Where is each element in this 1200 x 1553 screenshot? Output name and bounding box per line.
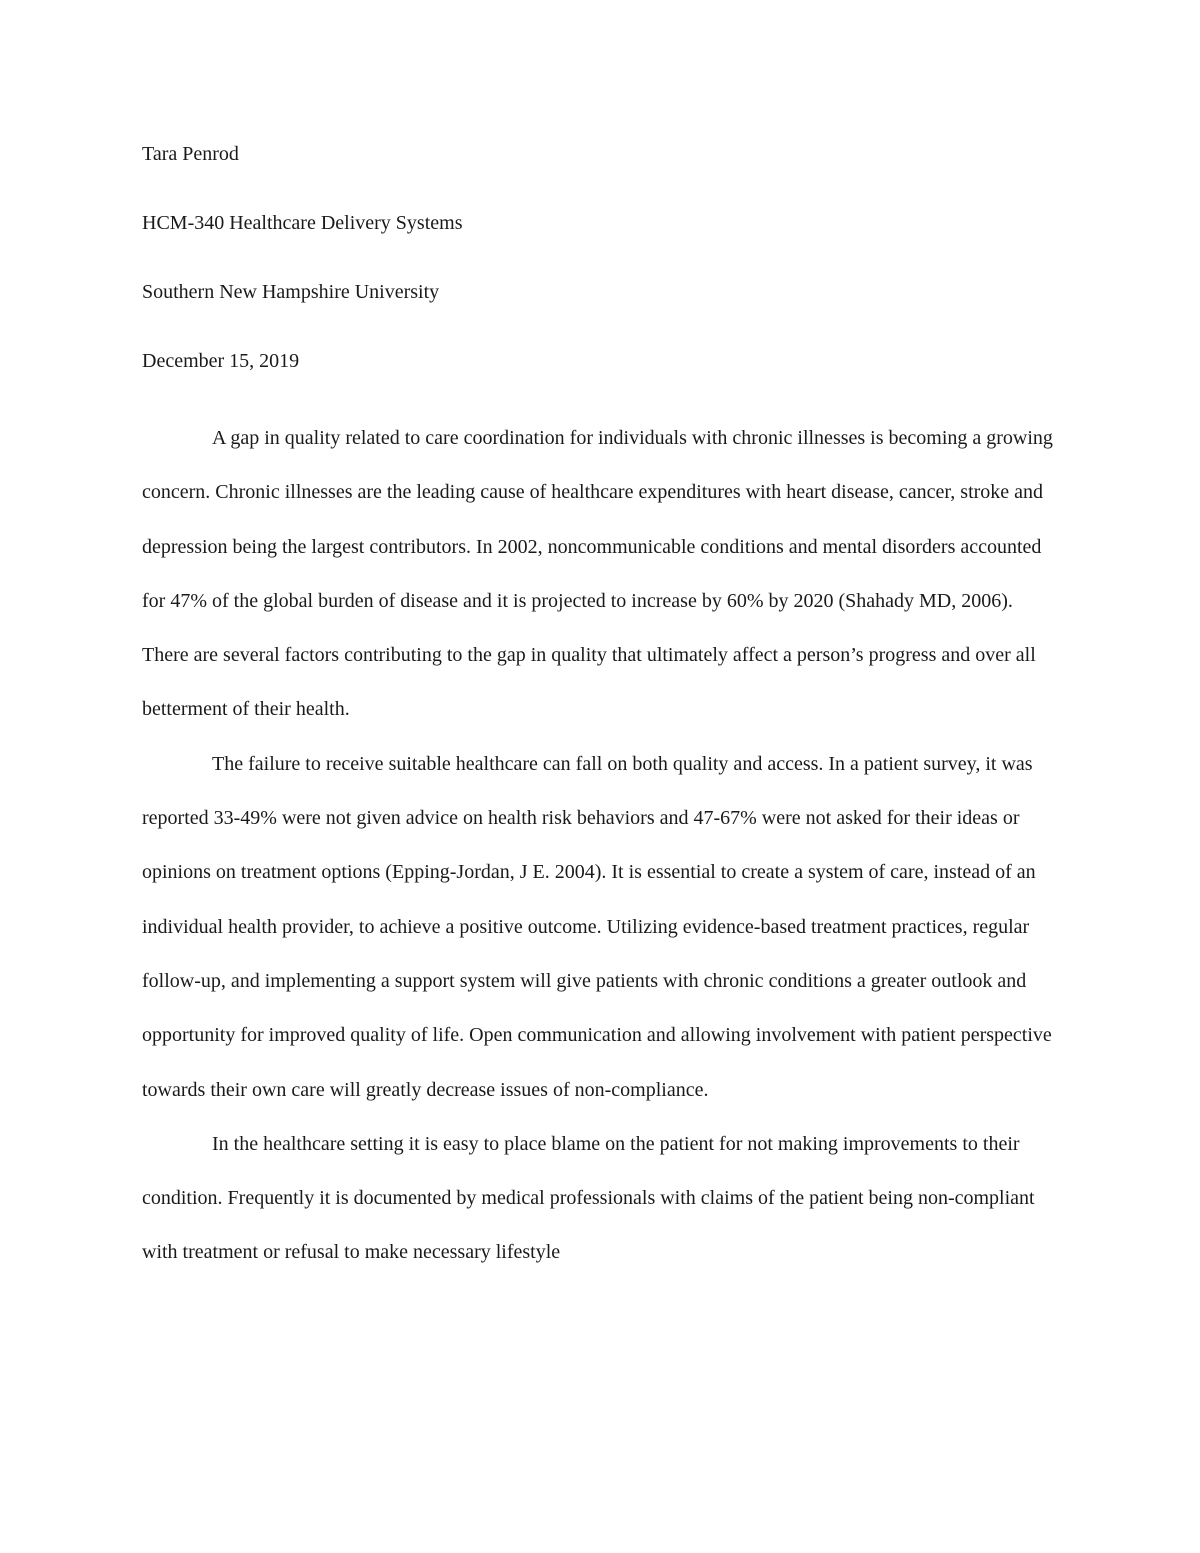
document-date: December 15, 2019 xyxy=(142,350,300,372)
institution-name: Southern New Hampshire University xyxy=(142,281,440,303)
course-title: HCM-340 Healthcare Delivery Systems xyxy=(142,212,463,234)
body-paragraph: In the healthcare setting it is easy to place blame on the patient for not making improvements to their condition. Frequently it is documented by medical professionals with claims of the patient being non-compliant with treatment or refusal to make necessary lifestyle xyxy=(142,1132,1035,1264)
author-name: Tara Penrod xyxy=(142,143,239,165)
document-content xyxy=(142,137,1062,1280)
body-paragraph: The failure to receive suitable healthcare can fall on both quality and access. In a patient survey, it was reported 33-49% were not given advice on health risk behaviors and 47-67% were not asked for their ideas or opinions on treatment options (Epping-Jordan, J E. 2004). It is essential to create a system of care, instead of an individual health provider, to achieve a positive outcome. Utilizing evidence-based treatment practices, regular follow-up, and implementing a support system will give patients with chronic conditions a greater outlook and opportunity for improved quality of life. Open communication and allowing involvement with patient perspective towards their own care will greatly decrease issues of non-compliance. xyxy=(142,752,1052,1101)
body-paragraph: A gap in quality related to care coordination for individuals with chronic illnesses is becoming a growing concern. Chronic illnesses are the leading cause of healthcare expenditures with heart disease, cancer, stroke and depression being the largest contributors. In 2002, noncommunicable conditions and mental disorders accounted for 47% of the global burden of disease and it is projected to increase by 60% by 2020 (Shahady MD, 2006). There are several factors contributing to the gap in quality that ultimately affect a person’s progress and over all betterment of their health. xyxy=(142,427,1053,721)
